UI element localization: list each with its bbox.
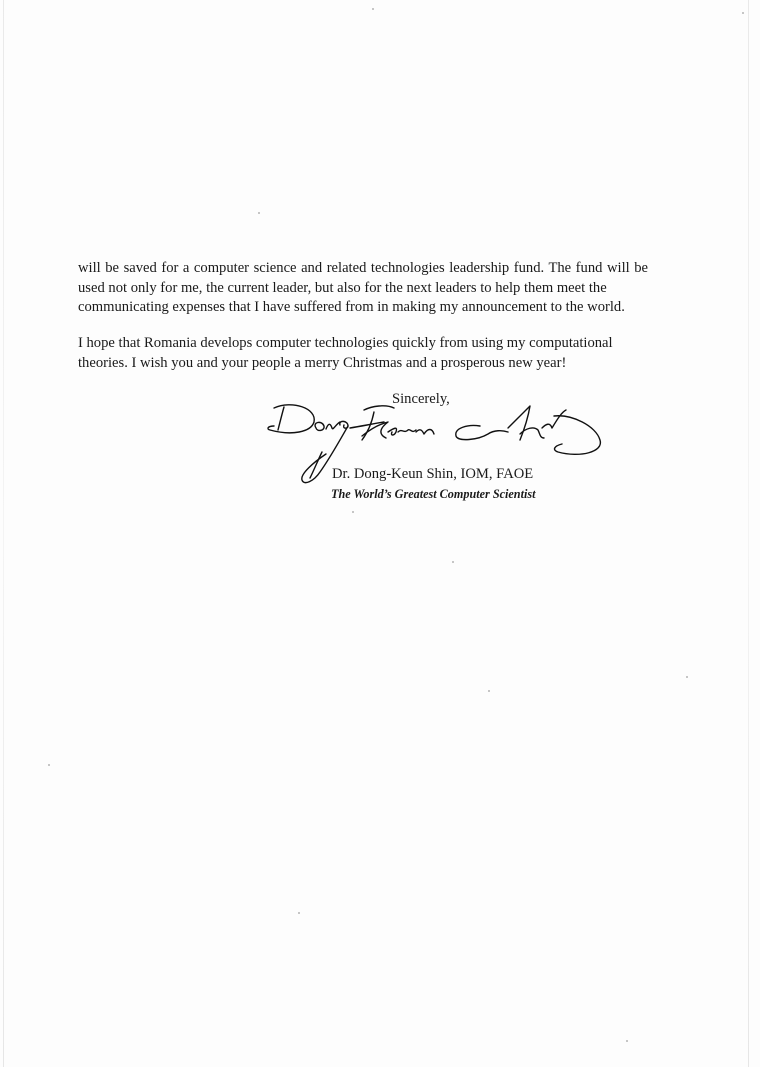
paragraph-wishes-body: I hope that Romania develops computer technologies quickly from using my computational: [78, 335, 613, 351]
signer-title: The World’s Greatest Computer Scientist: [331, 487, 536, 501]
scan-edge-right: [748, 0, 749, 1067]
scan-speck: [686, 676, 688, 678]
closing-salutation: Sincerely,: [392, 391, 450, 407]
paragraph-fund: [78, 259, 648, 318]
scan-speck: [352, 511, 354, 513]
paragraph-fund-last-line: communicating expenses that I have suffered from in making my announcement to the world.: [78, 299, 625, 315]
paragraph-wishes-last-line: theories. I wish you and your people a merry Christmas and a prosperous new year!: [78, 354, 567, 371]
scan-speck: [626, 1040, 628, 1042]
scan-speck: [258, 212, 260, 214]
signer-name: Dr. Dong-Keun Shin, IOM, FAOE: [332, 466, 534, 482]
scan-speck: [742, 12, 744, 14]
paragraph-fund-body: will be saved for a computer science and related technologies leadership fund. The fund will be used not only for me, the current leader, but also for the next leaders to help them meet the: [78, 260, 648, 296]
scan-speck: [452, 561, 454, 563]
scan-speck: [48, 764, 50, 766]
scan-speck: [488, 690, 490, 692]
paragraph-wishes: [78, 334, 648, 373]
scan-speck: [298, 912, 300, 914]
scan-speck: [372, 8, 374, 10]
scan-edge-left: [3, 0, 4, 1067]
